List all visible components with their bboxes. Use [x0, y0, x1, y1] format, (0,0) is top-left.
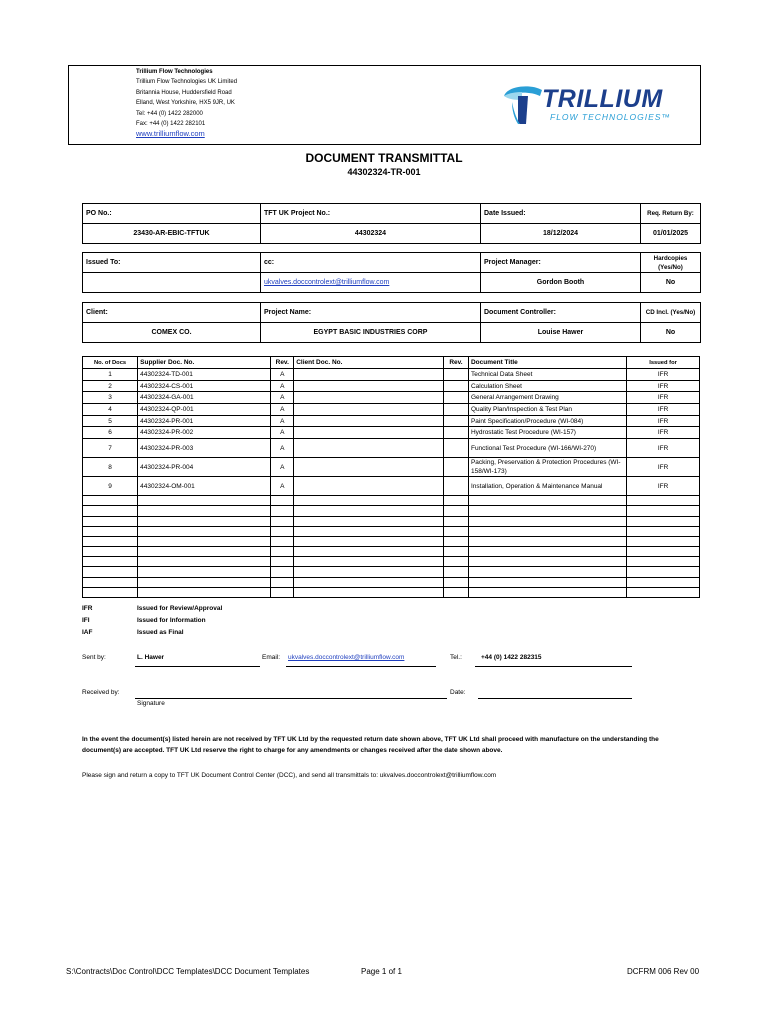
row-issued-for: IFR: [627, 439, 700, 458]
row-issued-for: IFR: [627, 427, 700, 439]
col-header-supplier: Supplier Doc. No.: [138, 357, 271, 369]
sent-by-name: L. Hawer: [137, 654, 165, 661]
empty-row: [83, 587, 700, 597]
sent-by-label: Sent by:: [82, 654, 106, 661]
row-issued-for: IFR: [627, 404, 700, 416]
row-issued-for: IFR: [627, 477, 700, 496]
address-line: Britannia House, Huddersfield Road: [136, 89, 232, 96]
row-rev: A: [271, 477, 294, 496]
row-issued-for: IFR: [627, 380, 700, 392]
row-client-rev: [444, 427, 469, 439]
row-client-doc: [294, 380, 444, 392]
signature-line[interactable]: [135, 698, 447, 699]
table-row: [83, 369, 700, 381]
row-no: 6: [83, 427, 138, 439]
row-client-rev: [444, 404, 469, 416]
empty-row: [83, 557, 700, 567]
footer-page-number: Page 1 of 1: [361, 967, 402, 976]
empty-row: [83, 547, 700, 557]
row-supplier-doc: 44302324-GA-001: [138, 392, 271, 404]
empty-row: [83, 526, 700, 536]
sent-by-email-link[interactable]: ukvalves.doccontrolext@trilliumflow.com: [288, 654, 405, 661]
address-line: Elland, West Yorkshire, HX5 9JR, UK: [136, 100, 235, 107]
col-header-client-rev: Rev.: [444, 357, 469, 369]
row-supplier-doc: 44302324-PR-002: [138, 427, 271, 439]
return-instruction: Please sign and return a copy to TFT UK Document Control Center (DCC), and send all transmittals to: ukvalves.doccontrolext@trilliumflow.com: [82, 772, 497, 779]
row-client-doc: [294, 458, 444, 477]
row-no: 2: [83, 380, 138, 392]
table-row: [83, 439, 700, 458]
table-row: [83, 415, 700, 427]
legend-meaning: Issued for Review/Approval: [137, 605, 223, 612]
tel-label: Tel.:: [450, 654, 462, 661]
trillium-logo-icon: [500, 82, 544, 126]
row-supplier-doc: 44302324-TD-001: [138, 369, 271, 381]
row-supplier-doc: 44302324-QP-001: [138, 404, 271, 416]
po-table: [82, 203, 701, 244]
row-client-doc: [294, 392, 444, 404]
signature-label: Signature: [137, 700, 165, 707]
col-header-issued: Issued for: [627, 357, 700, 369]
controller-label: Document Controller:: [481, 303, 641, 323]
row-client-doc: [294, 404, 444, 416]
row-client-rev: [444, 477, 469, 496]
empty-row: [83, 577, 700, 587]
legend-code: IFR: [82, 605, 93, 612]
row-no: 4: [83, 404, 138, 416]
cc-email-link[interactable]: ukvalves.doccontrolext@trilliumflow.com: [264, 279, 390, 286]
date-issued-value: 18/12/2024: [481, 224, 641, 244]
row-client-rev: [444, 369, 469, 381]
col-header-rev: Rev.: [271, 357, 294, 369]
client-label: Client:: [83, 303, 261, 323]
row-title: Quality Plan/Inspection & Test Plan: [468, 404, 626, 416]
received-by-label: Received by:: [82, 689, 120, 696]
footer-form-ref: DCFRM 006 Rev 00: [627, 967, 700, 976]
row-client-rev: [444, 380, 469, 392]
address-line: Fax: +44 (0) 1422 282101: [136, 121, 206, 128]
acceptance-notice: In the event the document(s) listed herein are not received by TFT UK Ltd by the requested return date shown above, TFT UK Ltd shall proceed with manufacture on the understanding the document(s) are accepted. TFT UK Ltd reserve the right to charge for any amendments or changes received after the date shown above.: [82, 736, 659, 754]
table-row: [83, 458, 700, 477]
row-client-rev: [444, 439, 469, 458]
col-header-no: No. of Docs: [83, 357, 138, 369]
po-label: PO No.:: [83, 204, 261, 224]
date-label: Date:: [450, 689, 466, 696]
row-client-rev: [444, 415, 469, 427]
row-title: Paint Specification/Procedure (WI-084): [468, 415, 626, 427]
row-title: Functional Test Procedure (WI-166/WI-270): [468, 439, 626, 458]
row-no: 9: [83, 477, 138, 496]
table-row: [83, 392, 700, 404]
sent-by-line: [135, 666, 260, 667]
row-title: Packing, Preservation & Protection Procedures (WI-158/WI-173): [468, 458, 626, 477]
table-row: [83, 404, 700, 416]
row-no: 8: [83, 458, 138, 477]
empty-row: [83, 506, 700, 516]
empty-row: [83, 567, 700, 577]
footer-file-path: S:\Contracts\Doc Control\DCC Templates\DCC Document Templates: [66, 967, 310, 976]
transmittal-number: 44302324-TR-001: [347, 167, 421, 177]
col-header-title: Document Title: [468, 357, 626, 369]
controller-value: Louise Hawer: [481, 323, 641, 343]
row-client-rev: [444, 458, 469, 477]
legend-meaning: Issued for Information: [137, 617, 206, 624]
table-row: [83, 477, 700, 496]
row-supplier-doc: 44302324-PR-001: [138, 415, 271, 427]
row-client-doc: [294, 415, 444, 427]
row-client-rev: [444, 392, 469, 404]
legend-meaning: Issued as Final: [137, 629, 184, 636]
cc-value[interactable]: [261, 273, 481, 293]
address-line: Trillium Flow Technologies UK Limited: [136, 79, 238, 86]
row-rev: A: [271, 439, 294, 458]
req-return-value: 01/01/2025: [641, 224, 701, 244]
empty-row: [83, 516, 700, 526]
hardcopies-value: No: [641, 273, 701, 293]
row-rev: A: [271, 380, 294, 392]
client-table: [82, 302, 701, 343]
project-name-label: Project Name:: [261, 303, 481, 323]
row-issued-for: IFR: [627, 458, 700, 477]
tel-value: +44 (0) 1422 282315: [481, 654, 542, 661]
row-rev: A: [271, 427, 294, 439]
row-rev: A: [271, 415, 294, 427]
project-name-value: EGYPT BASIC INDUSTRIES CORP: [261, 323, 481, 343]
issue-table: [82, 252, 701, 293]
row-rev: A: [271, 369, 294, 381]
email-label: Email:: [262, 654, 281, 661]
empty-row: [83, 536, 700, 546]
row-client-doc: [294, 427, 444, 439]
issued-to-value: [83, 273, 261, 293]
row-issued-for: IFR: [627, 415, 700, 427]
row-title: Installation, Operation & Maintenance Manual: [468, 477, 626, 496]
logo-wordmark: TRILLIUM: [542, 85, 663, 113]
row-no: 7: [83, 439, 138, 458]
company-website-link[interactable]: www.trilliumflow.com: [136, 129, 205, 139]
email-line: [286, 666, 436, 667]
logo-tagline: FLOW TECHNOLOGIES™: [550, 112, 671, 122]
tel-line: [475, 666, 632, 667]
trillium-logo: [500, 82, 690, 128]
project-manager-label: Project Manager:: [481, 253, 641, 273]
row-title: Hydrostatic Test Procedure (WI-157): [468, 427, 626, 439]
table-header-row: [83, 357, 700, 369]
cd-incl-label: CD Incl. (Yes/No): [641, 303, 701, 323]
row-client-doc: [294, 477, 444, 496]
document-list-table: [82, 356, 700, 598]
row-rev: A: [271, 404, 294, 416]
po-value: 23430-AR-EBIC-TFTUK: [83, 224, 261, 244]
project-no-value: 44302324: [261, 224, 481, 244]
legend-code: IFI: [82, 617, 90, 624]
page-title: DOCUMENT TRANSMITTAL: [305, 151, 463, 165]
client-value: COMEX CO.: [83, 323, 261, 343]
project-manager-value: Gordon Booth: [481, 273, 641, 293]
col-header-client: Client Doc. No.: [294, 357, 444, 369]
table-row: [83, 427, 700, 439]
row-supplier-doc: 44302324-OM-001: [138, 477, 271, 496]
row-title: Calculation Sheet: [468, 380, 626, 392]
row-rev: A: [271, 392, 294, 404]
row-no: 1: [83, 369, 138, 381]
address-line: Tel: +44 (0) 1422 282000: [136, 110, 203, 117]
empty-row: [83, 496, 700, 506]
row-issued-for: IFR: [627, 369, 700, 381]
row-title: Technical Data Sheet: [468, 369, 626, 381]
row-rev: A: [271, 458, 294, 477]
row-title: General Arrangement Drawing: [468, 392, 626, 404]
row-client-doc: [294, 369, 444, 381]
company-name: Trillium Flow Technologies: [136, 69, 213, 75]
cd-incl-value: No: [641, 323, 701, 343]
date-issued-label: Date Issued:: [481, 204, 641, 224]
legend-code: IAF: [82, 629, 93, 636]
date-line[interactable]: [478, 698, 632, 699]
row-issued-for: IFR: [627, 392, 700, 404]
row-supplier-doc: 44302324-CS-001: [138, 380, 271, 392]
cc-label: cc:: [261, 253, 481, 273]
company-address-block: [136, 67, 237, 140]
row-supplier-doc: 44302324-PR-004: [138, 458, 271, 477]
req-return-label: Req. Return By:: [641, 204, 701, 224]
hardcopies-label: Hardcopies (Yes/No): [641, 253, 701, 273]
row-supplier-doc: 44302324-PR-003: [138, 439, 271, 458]
table-row: [83, 380, 700, 392]
issued-to-label: Issued To:: [83, 253, 261, 273]
row-no: 5: [83, 415, 138, 427]
row-no: 3: [83, 392, 138, 404]
project-no-label: TFT UK Project No.:: [261, 204, 481, 224]
row-client-doc: [294, 439, 444, 458]
